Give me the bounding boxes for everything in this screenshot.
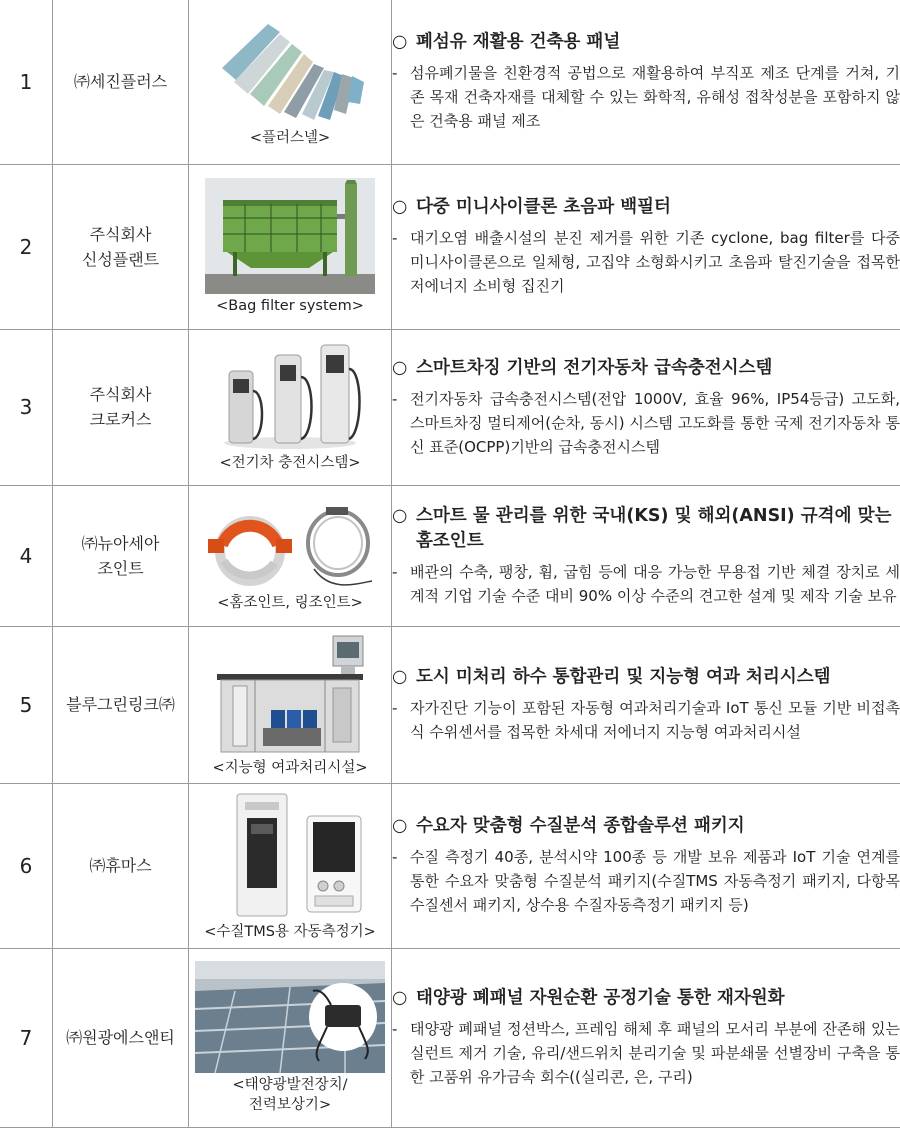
row-number: 6 [0, 783, 53, 948]
ev-charger-image [215, 341, 365, 451]
solar-panel-image [195, 961, 385, 1073]
product-image-cell [189, 783, 392, 948]
circle-bullet-icon: ○ [392, 32, 408, 53]
product-title: ○ 수요자 맞춤형 수질분석 종합솔루션 패키지 [392, 814, 900, 839]
product-image-cell [189, 329, 392, 485]
filtration-facility-image [215, 632, 365, 756]
description-cell [392, 485, 900, 626]
building-panel-image [210, 16, 370, 126]
description-cell [392, 329, 900, 485]
product-caption: <전기차 충전시스템> [219, 455, 361, 471]
product-image-cell [189, 0, 392, 164]
product-detail: - 전기자동차 급속충전시스템(전압 1000V, 효율 96%, IP54등급) 고도화, 스마트차징 멀티제어(순차, 동시) 시스템 고도화를 통한 국제 전기자동차 통신 표준(OCPP)기반의 급속충전시스템 [392, 387, 900, 459]
table-row [0, 783, 900, 948]
product-caption: <Bag filter system> [216, 297, 364, 314]
product-detail: - 배관의 수축, 팽창, 휨, 굽힘 등에 대응 가능한 무용접 기반 체결 장치로 세계적 기업 기술 수준 대비 90% 이상 수준의 견고한 설계 및 제작 기술 보유 [392, 560, 900, 608]
dash-bullet-icon: - [392, 1020, 398, 1038]
product-title: ○ 스마트차징 기반의 전기자동차 급속충전시스템 [392, 356, 900, 381]
description-cell [392, 783, 900, 948]
product-detail: - 대기오염 배출시설의 분진 제거를 위한 기존 cyclone, bag filter를 다중 미니사이클론으로 일체형, 고집약 소형화시키고 초음파 탈진기술을 접목한 저에너지 소비형 집진기 [392, 226, 900, 298]
company-name: 주식회사 크로커스 [53, 329, 189, 485]
circle-bullet-icon: ○ [392, 357, 408, 378]
circle-bullet-icon: ○ [392, 988, 408, 1008]
product-title: ○ 도시 미처리 하수 통합관리 및 지능형 여과 처리시스템 [392, 665, 900, 690]
water-analyzer-image [215, 790, 365, 920]
row-number: 7 [0, 948, 53, 1127]
product-caption: <홈조인트, 링조인트> [217, 594, 363, 611]
company-name: 블루그린링크㈜ [53, 626, 189, 783]
dash-bullet-icon: - [392, 848, 398, 866]
circle-bullet-icon: ○ [392, 816, 408, 836]
description-cell [392, 626, 900, 783]
product-title: ○ 태양광 폐패널 자원순환 공정기술 통한 재자원화 [392, 986, 900, 1011]
dash-bullet-icon: - [392, 699, 398, 717]
table-row [0, 164, 900, 329]
row-number: 4 [0, 485, 53, 626]
company-name: 주식회사 신성플랜트 [53, 164, 189, 329]
dash-bullet-icon: - [392, 229, 398, 247]
product-title: ○ 다중 미니사이클론 초음파 백필터 [392, 195, 900, 220]
table-row [0, 626, 900, 783]
product-detail: - 자가진단 기능이 포함된 자동형 여과처리기술과 IoT 통신 모듈 기반 비접촉식 수위센서를 접목한 차세대 저에너지 지능형 여과처리시설 [392, 696, 900, 744]
table-row [0, 0, 900, 164]
dash-bullet-icon: - [392, 562, 398, 581]
product-detail: - 섬유폐기물을 친환경적 공법으로 재활용하여 부직포 제조 단계를 거쳐, 기존 목재 건축자재를 대체할 수 있는 화학적, 유해성 접착성분을 포함하지 않은 건축용 패널 제조 [392, 61, 900, 133]
product-caption: <지능형 여과처리시설> [212, 759, 368, 776]
product-image-cell [189, 948, 392, 1127]
company-name: ㈜원광에스앤티 [53, 948, 189, 1127]
product-detail: - 수질 측정기 40종, 분석시약 100종 등 개발 보유 제품과 IoT 기술 연계를 통한 수요자 맞춤형 수질분석 패키지(수질TMS 자동측정기 패키지, 다항목 수질센서 패키지, 상수용 수질자동측정기 패키지 등) [392, 845, 900, 917]
dash-bullet-icon: - [392, 389, 398, 408]
product-image-cell [189, 626, 392, 783]
product-title: ○ 스마트 물 관리를 위한 국내(KS) 및 해외(ANSI) 규격에 맞는 홈조인트 [392, 505, 892, 551]
description-cell [392, 948, 900, 1127]
product-caption: <플러스넬> [249, 129, 331, 146]
bag-filter-image [205, 178, 375, 294]
dash-bullet-icon: - [392, 64, 398, 83]
table-row [0, 948, 900, 1127]
company-name: ㈜휴마스 [53, 783, 189, 948]
row-number: 1 [0, 0, 53, 164]
product-caption: <태양광발전장치/ 전력보상기> [232, 1076, 348, 1113]
circle-bullet-icon: ○ [392, 667, 408, 687]
product-caption: <수질TMS용 자동측정기> [204, 923, 376, 940]
table-row [0, 329, 900, 485]
row-number: 3 [0, 329, 53, 485]
product-title: ○ 폐섬유 재활용 건축용 패널 [392, 30, 900, 55]
product-detail: - 태양광 폐패널 정션박스, 프레임 해체 후 패널의 모서리 부분에 잔존해 있는 실런트 제거 기술, 유리/샌드위치 분리기술 및 파분쇄물 선별장비 구축을 통한 고품위 유가금속 회수((실리콘, 은, 구리) [392, 1017, 900, 1089]
circle-bullet-icon: ○ [392, 197, 408, 217]
company-name: ㈜뉴아세아 조인트 [53, 485, 189, 626]
product-image-cell [189, 164, 392, 329]
table-row [0, 485, 900, 626]
product-image-cell [189, 485, 392, 626]
company-name: ㈜세진플러스 [53, 0, 189, 164]
description-cell [392, 164, 900, 329]
description-cell [392, 0, 900, 164]
row-number: 5 [0, 626, 53, 783]
circle-bullet-icon: ○ [392, 505, 408, 526]
pipe-joint-image [202, 499, 378, 591]
row-number: 2 [0, 164, 53, 329]
